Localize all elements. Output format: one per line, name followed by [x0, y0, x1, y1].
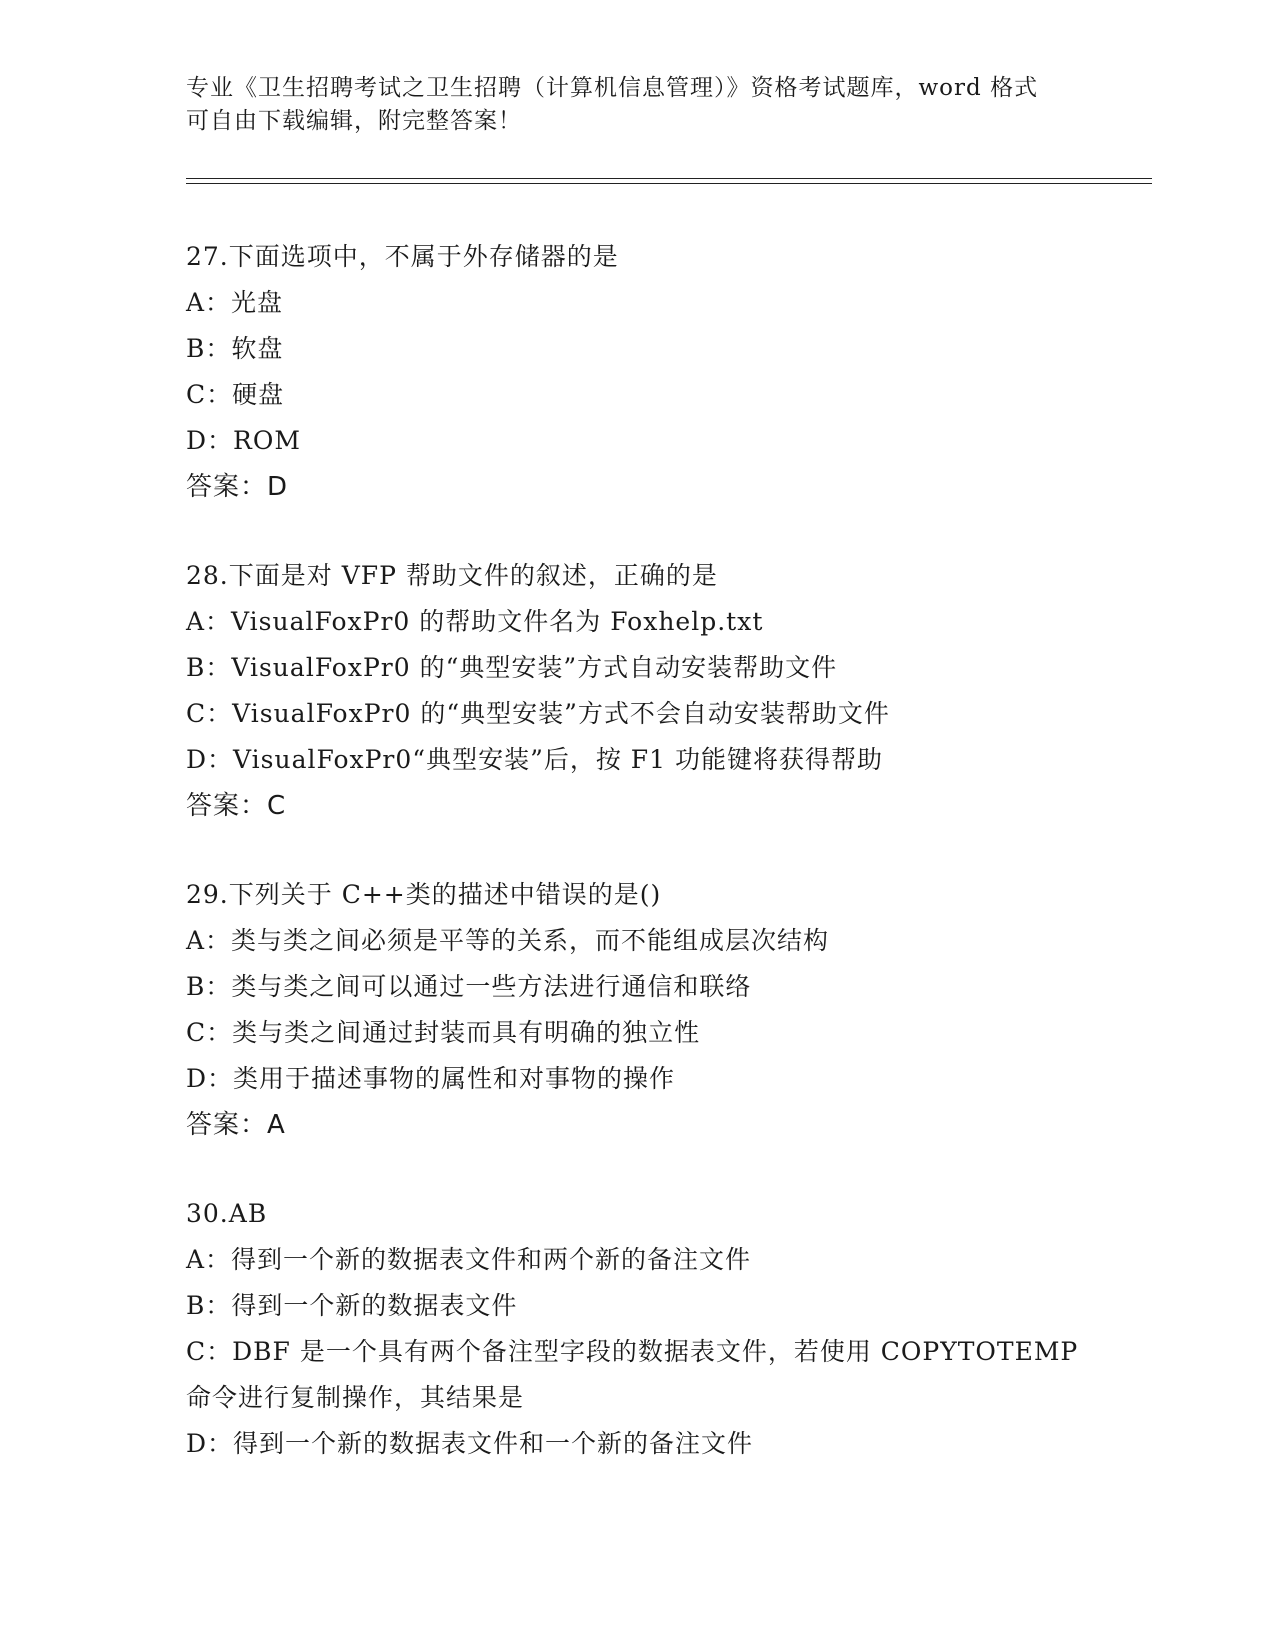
option-a: A：类与类之间必须是平等的关系，而不能组成层次结构 — [186, 926, 830, 955]
option-c: C：类与类之间通过封装而具有明确的独立性 — [186, 1018, 701, 1047]
option-c: C：硬盘 — [186, 380, 285, 409]
question-30 — [186, 1191, 1152, 1467]
option-b: B：VisualFoxPr0 的“典型安装”方式自动安装帮助文件 — [186, 653, 838, 682]
option-d: D：ROM — [186, 426, 301, 455]
question-27 — [186, 234, 1152, 510]
question-stem: 29.下列关于 C++类的描述中错误的是() — [186, 880, 662, 909]
header-divider-bottom — [186, 183, 1152, 184]
option-a: A：VisualFoxPr0 的帮助文件名为 Foxhelp.txt — [186, 607, 764, 636]
answer-line: 答案：A — [186, 1110, 286, 1140]
question-29 — [186, 872, 1152, 1148]
option-d: D：得到一个新的数据表文件和一个新的备注文件 — [186, 1429, 754, 1458]
option-c-continued: 命令进行复制操作，其结果是 — [186, 1383, 525, 1412]
header-line-1: 专业《卫生招聘考试之卫生招聘（计算机信息管理）》资格考试题库，word 格式 — [186, 75, 1039, 101]
question-stem: 28.下面是对 VFP 帮助文件的叙述，正确的是 — [186, 561, 718, 590]
answer-line: 答案：D — [186, 472, 289, 502]
option-b: B：类与类之间可以通过一些方法进行通信和联络 — [186, 972, 752, 1001]
option-b: B：得到一个新的数据表文件 — [186, 1291, 518, 1320]
option-d: D：VisualFoxPr0“典型安装”后，按 F1 功能键将获得帮助 — [186, 745, 884, 774]
option-b: B：软盘 — [186, 334, 284, 363]
question-stem: 27.下面选项中，不属于外存储器的是 — [186, 242, 619, 271]
header-divider-top — [186, 178, 1152, 179]
option-d: D：类用于描述事物的属性和对事物的操作 — [186, 1064, 676, 1093]
question-28 — [186, 553, 1152, 829]
option-a: A：得到一个新的数据表文件和两个新的备注文件 — [186, 1245, 752, 1274]
header-line-2: 可自由下载编辑，附完整答案！ — [186, 108, 522, 134]
answer-line: 答案：C — [186, 791, 287, 821]
option-a: A：光盘 — [186, 288, 284, 317]
document-header — [186, 72, 1086, 138]
question-stem: 30.AB — [186, 1199, 268, 1228]
option-c: C：DBF 是一个具有两个备注型字段的数据表文件，若使用 COPYTOTEMP — [186, 1337, 1079, 1366]
option-c: C：VisualFoxPr0 的“典型安装”方式不会自动安装帮助文件 — [186, 699, 890, 728]
